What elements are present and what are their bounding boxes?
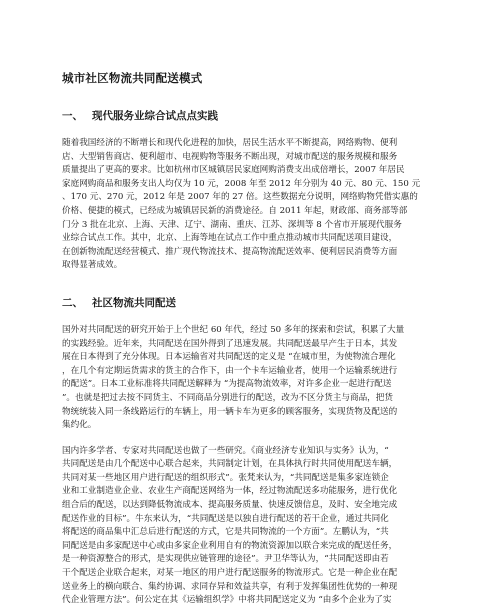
text-line: 展在日本得到了充分体现。日本运输省对共同配送的定义是 “在城市里，为使物流合理化 [62, 352, 396, 363]
text-line: 共同对某一些地区用户进行配送的组织形式”。张梵来认为，“共同配送是集多家连锁企 [62, 472, 389, 483]
text-line: 业和工业制造业企业、农业生产商配送网络为一体，经过物流配送多功能服务，进行优化 [62, 486, 398, 497]
text-line: 价格、便捷的模式，已经成为城镇居民新的消费途径。自 2011 年起，财政部、商务部等部 [62, 205, 408, 216]
text-line: 物统统装入同一条线路运行的车辆上，用一辆卡车为更多的顾客服务，实现货物及配送的 [62, 406, 398, 417]
text-line: 门分 3 批在北京、上海、天津、辽宁、湖南、重庆、江苏、深圳等 8 个省市开展现代服务 [62, 219, 402, 230]
text-line: 家庭网购商品和服务支出人均仅为 10 元，2008 年至 2012 年分别为 40 元、80 元、150 元 [62, 178, 421, 189]
section-heading [62, 295, 424, 310]
text-line: 配送作业的目标”。牛东来认为，“共同配送是以独自进行配送的若干企业，通过共同化 [62, 513, 389, 524]
text-line: 干个配送企业联合起来，对某一地区的用户进行配送服务的物流形式。它是一种企业在配 [62, 568, 398, 579]
text-line: 集约化。 [62, 420, 97, 431]
text-line: 、170 元、270 元，2012 年是 2007 年的 27 倍。这些数据充分说明，网络购物凭借实惠的 [62, 192, 418, 203]
text-line: 取得显著成效。 [62, 260, 123, 271]
text-line: 的实践经验。近年来，共同配送在国外得到了迅速发展。共同配送最早产生于日本，其发 [62, 338, 398, 349]
text-line: 在创新物流配送经营模式、推广现代物流技术、提高物流配送效率、便利居民消费等方面 [62, 246, 398, 257]
section-gap [62, 285, 424, 295]
text-line: 共同配送是由几个配送中心联合起来，共同制定计划，在具体执行时共同使用配送车辆， [62, 459, 398, 470]
text-line: 店、大型销售商店、便利超市、电视购物等服务不断出现，对城市配送的服务规模和服务 [62, 151, 398, 162]
text-line: 是一种资源整合的形式，是实现供应链管理的途径”。尹卫华等认为，“共同配送即由若 [62, 554, 389, 565]
text-line: 国内许多学者、专家对共同配送也做了一些研究。《商业经济专业知识与实务》认为，“ [62, 445, 389, 456]
text-line: 业综合试点工作。其中，北京、上海等地在试点工作中重点推动城市共同配送项目建设， [62, 233, 398, 244]
document-body [62, 108, 424, 608]
paragraph [62, 445, 424, 608]
section-number: 一、 [62, 110, 83, 122]
paragraph [62, 324, 424, 433]
text-line: 同配送是由多家配送中心或由多家企业利用自有的物流资源加以联合来完成的配送任务， [62, 540, 398, 551]
section-heading-text: 现代服务业综合试点点实践 [92, 110, 218, 122]
text-line: ”。也就是把过去按不同货主、不同商品分别进行的配送，改为不区分货主与商品，把货 [62, 392, 393, 403]
section-heading-text: 社区物流共同配送 [92, 296, 176, 309]
text-line: 代企业管理方法”。何公定在其《运输组织学》中将共同配送定义为 “由多个企业为了实 [62, 595, 392, 606]
page-title: 城市社区物流共同配送模式 [62, 71, 203, 85]
text-line: 将配送的商品集中汇总后进行配送的方式，它是共同物流的一个方面”。左鹏认为，“共 [62, 527, 389, 538]
text-line: ，在几个有定期运货需求的货主的合作下，由一个卡车运输业者，使用一个运输系统进行 [62, 365, 398, 376]
text-line: 随着我国经济的不断增长和现代化进程的加快，居民生活水平不断提高，网络购物、便利 [62, 138, 398, 148]
text-line: 质量提出了更高的要求。比如杭州市区城镇居民家庭网购消费支出成倍增长，2007 年居民 [62, 165, 405, 176]
text-line: 国外对共同配送的研究开始于上个世纪 60 年代，经过 50 多年的探索和尝试，积累了大量 [62, 324, 405, 335]
text-line: 的配送”。日本工业标准将共同配送解释为 “为提高物流效率，对许多企业一起进行配送 [62, 379, 392, 390]
text-line: 组合后的配送，以达到降低物流成本、提高服务质量、快速反馈信息，及时、安全地完成 [62, 500, 398, 511]
section-heading [62, 108, 424, 123]
text-line: 送业务上的横向联合、集约协调、求同存异和效益共享，有利于发挥集团性优势的一种现 [62, 581, 398, 592]
paragraph [62, 137, 424, 273]
section-number: 二、 [62, 296, 83, 309]
